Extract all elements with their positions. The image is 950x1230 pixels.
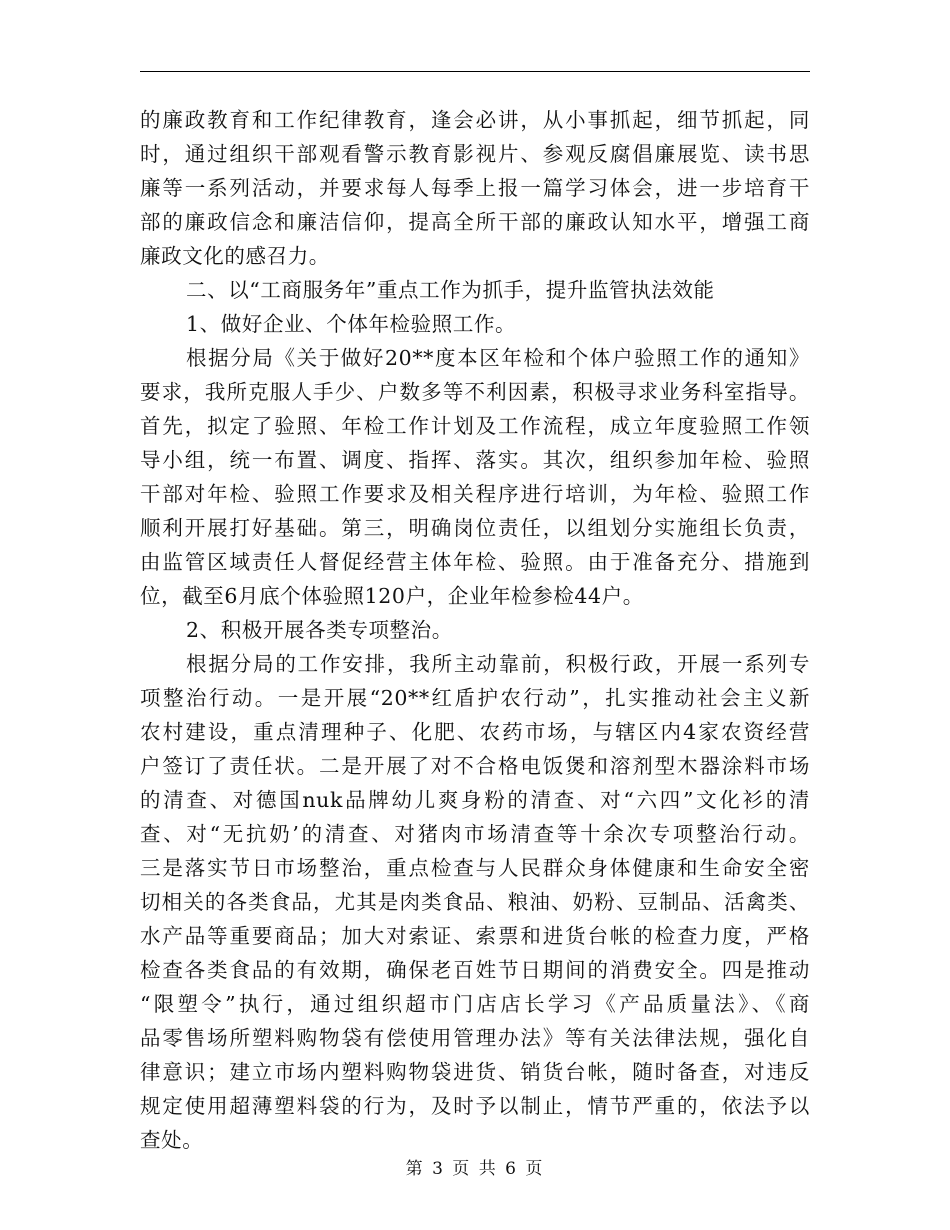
- header-rule: [140, 71, 810, 72]
- text-line: 项整治行动。一是开展“20**红盾护农行动”，扎实推动社会主义新: [140, 686, 810, 710]
- text-line: 由监管区域责任人督促经营主体年检、验照。由于准备充分、措施到: [140, 550, 810, 574]
- text-line: 查、对“无抗奶’的清查、对猪肉市场清查等十余次专项整治行动。: [140, 822, 810, 846]
- text-line: 要求，我所克服人手少、户数多等不利因素，积极寻求业务科室指导。: [140, 380, 810, 404]
- text-line: 时，通过组织干部观看警示教育影视片、参观反腐倡廉展览、读书思: [140, 142, 810, 166]
- text-line: 部的廉政信念和廉洁信仰，提高全所干部的廉政认知水平，增强工商: [140, 210, 810, 234]
- text-line: 的清查、对德国nuk品牌幼儿爽身粉的清查、对“六四”文化衫的清: [140, 788, 810, 812]
- text-line: 户签订了责任状。二是开展了对不合格电饭煲和溶剂型木器涂料市场: [140, 754, 810, 778]
- text-line: 农村建设，重点清理种子、化肥、农药市场，与辖区内4家农资经营: [140, 720, 810, 744]
- text-line: 二、以“工商服务年”重点工作为抓手，提升监管执法效能: [186, 278, 715, 302]
- text-line: 三是落实节日市场整治，重点检查与人民群众身体健康和生命安全密: [140, 856, 810, 880]
- text-line: 位，截至6月底个体验照120户，企业年检参检44户。: [140, 584, 644, 608]
- text-line: 规定使用超薄塑料袋的行为，及时予以制止，情节严重的，依法予以: [140, 1094, 810, 1118]
- text-line: 2、积极开展各类专项整治。: [186, 618, 453, 642]
- text-line: 根据分局《关于做好20**度本区年检和个体户验照工作的通知》: [186, 346, 810, 370]
- text-line: 首先，拟定了验照、年检工作计划及工作流程，成立年度验照工作领: [140, 414, 810, 438]
- page-number-footer: 第 3 页 共 6 页: [405, 1159, 545, 1179]
- text-line: 根据分局的工作安排，我所主动靠前，积极行政，开展一系列专: [186, 652, 810, 676]
- text-line: 律意识；建立市场内塑料购物袋进货、销货台帐，随时备查，对违反: [140, 1060, 810, 1084]
- text-line: 导小组，统一布置、调度、指挥、落实。其次，组织参加年检、验照: [140, 448, 810, 472]
- text-line: 顺利开展打好基础。第三，明确岗位责任，以组划分实施组长负责，: [140, 516, 810, 540]
- text-line: “限塑令”执行，通过组织超市门店店长学习《产品质量法》、《商: [140, 992, 810, 1016]
- text-line: 廉政文化的感召力。: [140, 244, 330, 268]
- text-line: 干部对年检、验照工作要求及相关程序进行培训，为年检、验照工作: [140, 482, 810, 506]
- text-line: 水产品等重要商品；加大对索证、索票和进货台帐的检查力度，严格: [140, 924, 810, 948]
- text-line: 1、做好企业、个体年检验照工作。: [186, 312, 517, 336]
- text-line: 品零售场所塑料购物袋有偿使用管理办法》等有关法律法规，强化自: [140, 1026, 810, 1050]
- document-body: [140, 103, 810, 1157]
- text-line: 查处。: [140, 1128, 204, 1152]
- text-line: 廉等一系列活动，并要求每人每季上报一篇学习体会，进一步培育干: [140, 176, 810, 200]
- text-line: 切相关的各类食品，尤其是肉类食品、粮油、奶粉、豆制品、活禽类、: [140, 890, 810, 914]
- text-line: 检查各类食品的有效期，确保老百姓节日期间的消费安全。四是推动: [140, 958, 810, 982]
- text-line: 的廉政教育和工作纪律教育，逢会必讲，从小事抓起，细节抓起，同: [140, 108, 810, 132]
